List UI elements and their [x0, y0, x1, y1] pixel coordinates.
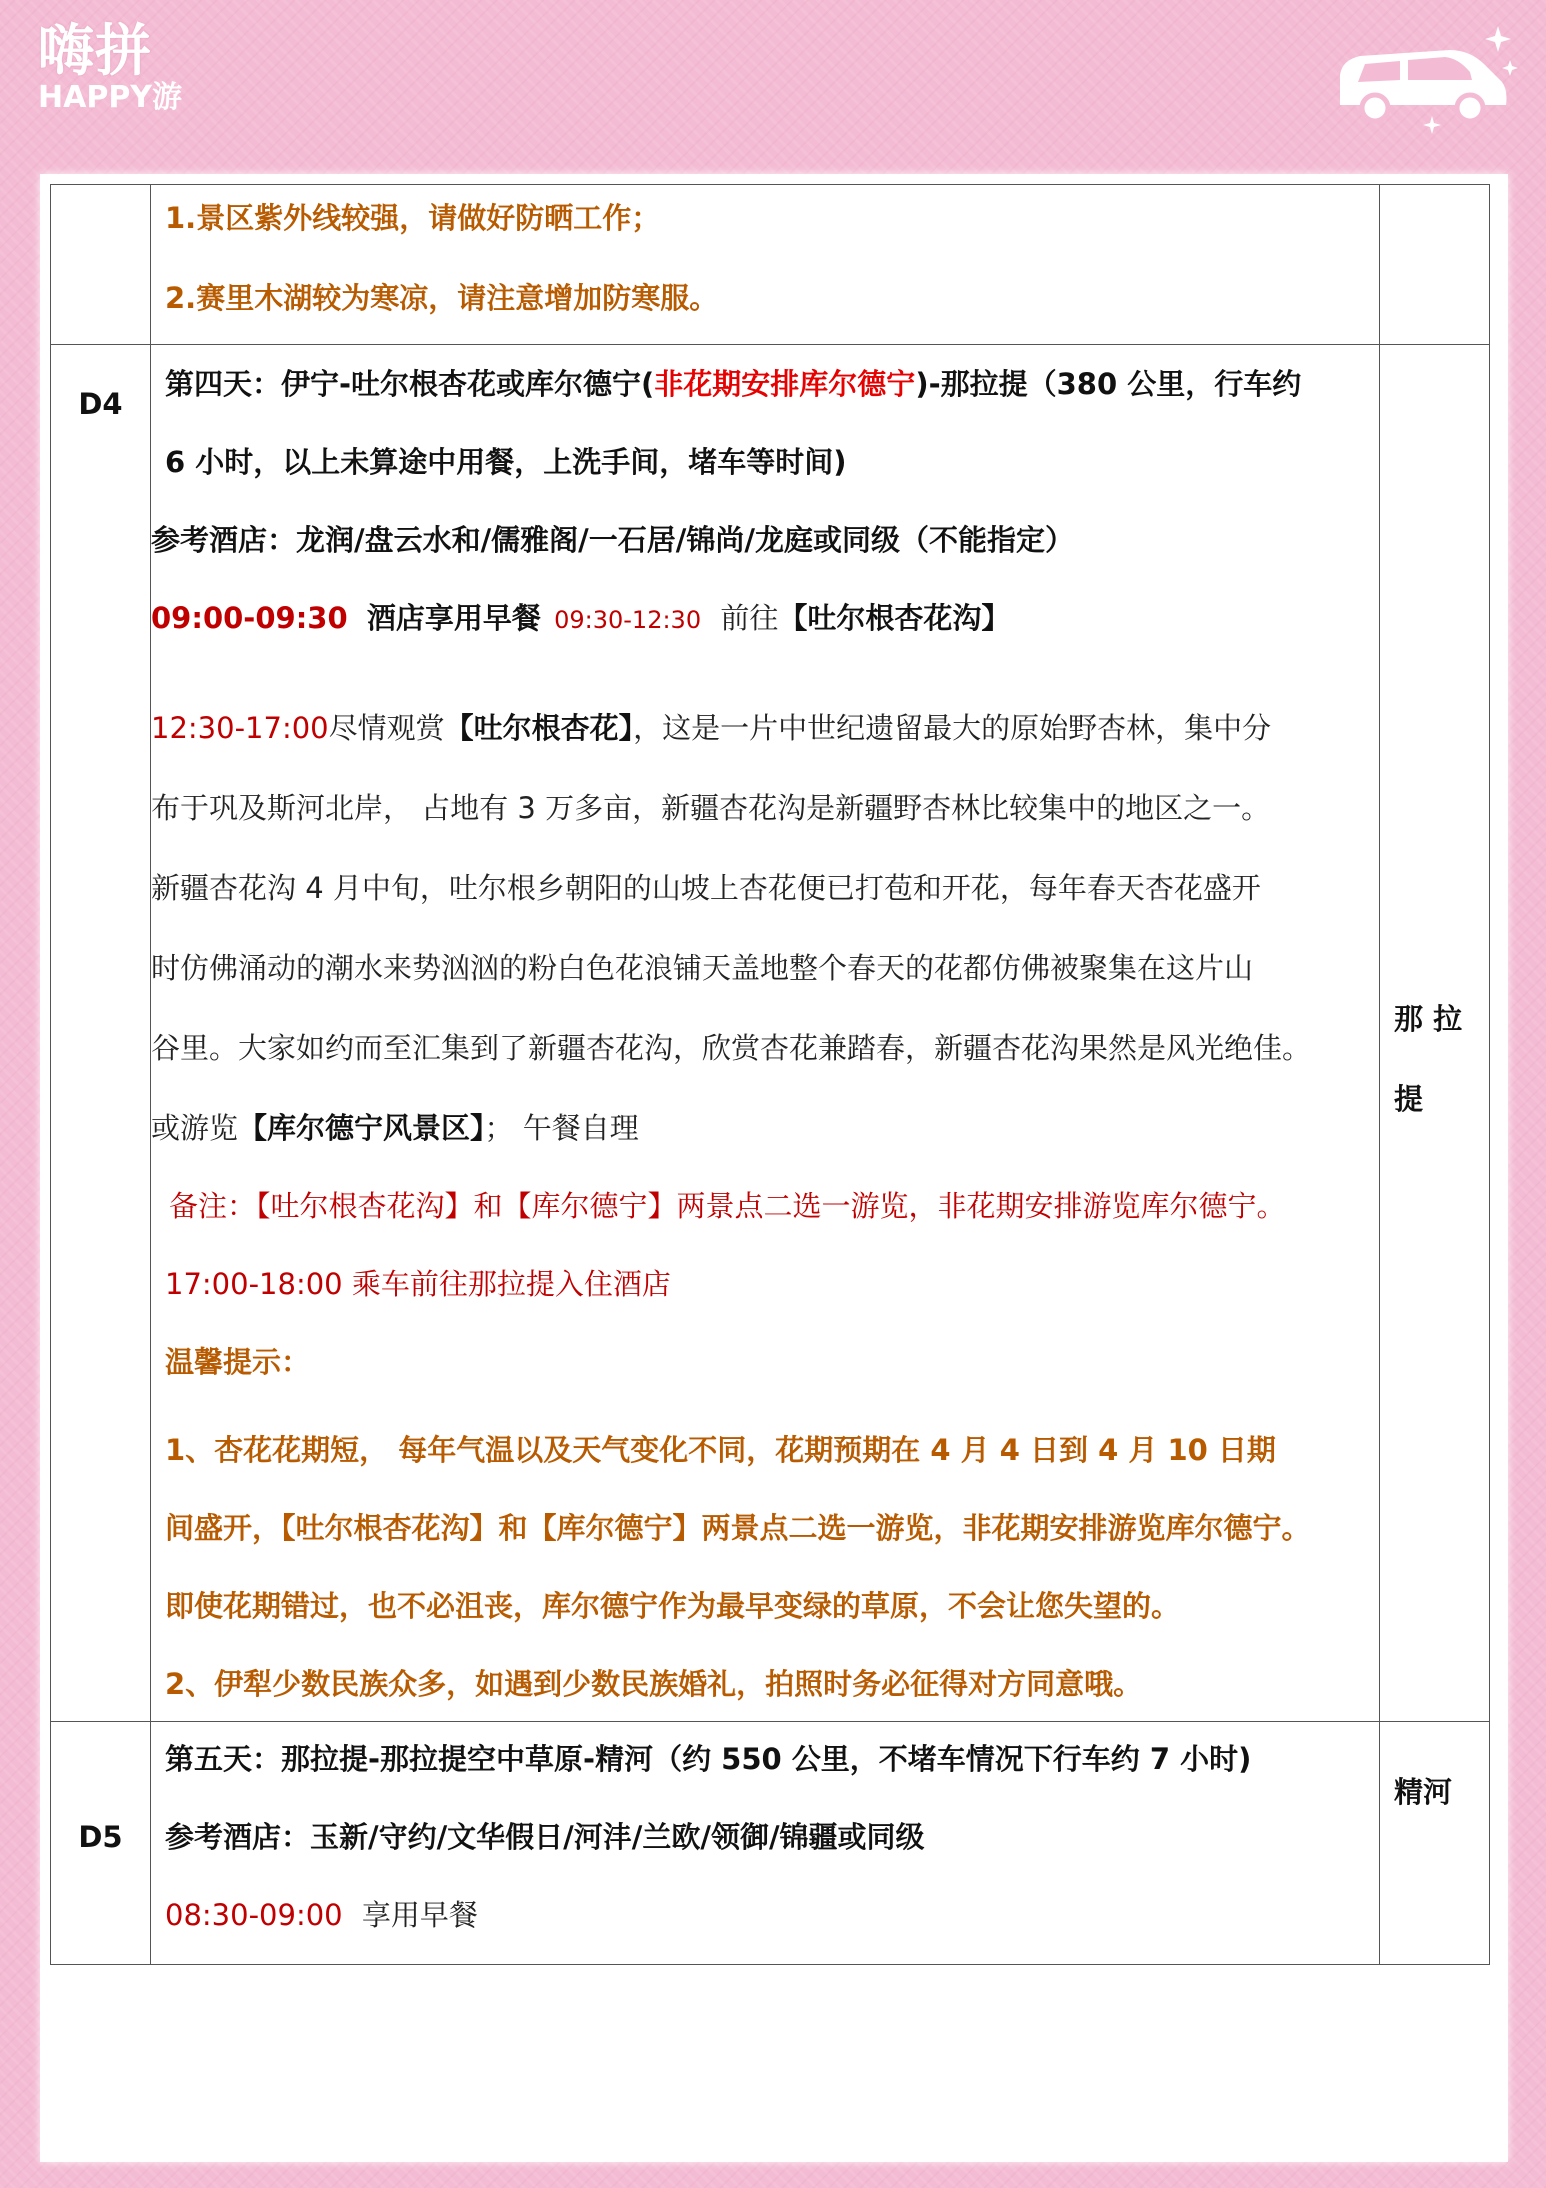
note-line: 备注：【吐尔根杏花沟】和【库尔德宁】两景点二选一游览，非花期安排游览库尔德宁。	[169, 1189, 1286, 1223]
day-title-line2: 6 小时，以上未算途中用餐，上洗手间，堵车等时间)	[165, 445, 847, 479]
schedule-line	[151, 703, 1379, 753]
time-label: 12:30-17:00	[151, 711, 329, 745]
time-label: 09:00-09:30	[151, 601, 348, 635]
description-line: 时仿佛涌动的潮水来势汹汹的粉白色花浪铺天盖地整个春天的花都仿佛被聚集在这片山	[151, 951, 1254, 985]
hotel-cell	[1380, 345, 1490, 1722]
schedule-line	[165, 1890, 1379, 1940]
tip-line: 1、杏花花期短， 每年气温以及天气变化不同，花期预期在 4 月 4 日到 4 月 10 日期	[165, 1433, 1276, 1467]
reference-hotel: 参考酒店：龙润/盘云水和/儒雅阁/一石居/锦尚/龙庭或同级（不能指定）	[151, 523, 1074, 557]
logo-wordmark: 嗨拼	[38, 19, 152, 84]
table-row	[51, 185, 1490, 345]
van-icon	[1320, 20, 1520, 140]
table-row	[51, 1722, 1490, 1965]
time-label: 09:30-12:30	[554, 606, 702, 634]
schedule-cell	[151, 1722, 1380, 1965]
table-row	[51, 345, 1490, 1722]
time-label: 08:30-09:00	[165, 1898, 343, 1932]
description-line: 新疆杏花沟 4 月中旬，吐尔根乡朝阳的山坡上杏花便已打苞和开花，每年春天杏花盛开	[151, 871, 1261, 905]
day-label: D4	[78, 387, 123, 421]
place-name: 【库尔德宁风景区】	[238, 1111, 485, 1145]
description-line: 布于巩及斯河北岸， 占地有 3 万多亩，新疆杏花沟是新疆野杏林比较集中的地区之一。	[151, 791, 1271, 825]
activity-text: 前往	[720, 601, 779, 635]
description-line: 谷里。大家如约而至汇集到了新疆杏花沟，欣赏杏花兼踏春，新疆杏花沟果然是风光绝佳。	[151, 1031, 1312, 1065]
hotel-cell	[1380, 185, 1490, 345]
overnight-city: 精河	[1394, 1775, 1453, 1809]
logo-subtitle: HAPPY游	[38, 80, 183, 115]
day-label: D5	[78, 1820, 123, 1854]
day-title-part: 第四天：伊宁-吐尔根杏花或库尔德宁(	[165, 367, 655, 401]
day-title: 第五天：那拉提-那拉提空中草原-精河（约 550 公里，不堵车情况下行车约 7 小时)	[165, 1742, 1252, 1776]
brand-logo	[38, 20, 182, 114]
day-title-part: )-那拉提（380 公里，行车约	[915, 367, 1302, 401]
day-title-highlight: 非花期安排库尔德宁	[654, 367, 916, 401]
reference-hotel: 参考酒店：玉新/守约/文华假日/河沣/兰欧/领御/锦疆或同级	[165, 1820, 925, 1854]
hotel-cell	[1380, 1722, 1490, 1965]
day-cell	[51, 185, 151, 345]
activity-text: 享用早餐	[361, 1898, 478, 1932]
place-name: 【吐尔根杏花沟】	[778, 601, 1011, 635]
tips-title: 温馨提示：	[165, 1345, 311, 1379]
tip-line: 即使花期错过，也不必沮丧，库尔德宁作为最早变绿的草原，不会让您失望的。	[165, 1589, 1181, 1623]
tip-line: 间盛开，【吐尔根杏花沟】和【库尔德宁】两景点二选一游览，非花期安排游览库尔德宁。	[165, 1511, 1311, 1545]
tip-line: 1.景区紫外线较强，请做好防晒工作；	[165, 201, 661, 235]
description-text: ，这是一片中世纪遗留最大的原始野杏林，集中分	[633, 711, 1272, 745]
itinerary-table	[50, 184, 1490, 1965]
schedule-cell	[151, 345, 1380, 1722]
transfer-line: 17:00-18:00 乘车前往那拉提入住酒店	[165, 1267, 671, 1301]
tip-line: 2.赛里木湖较为寒凉，请注意增加防寒服。	[165, 281, 719, 315]
activity-text: 酒店享用早餐	[366, 601, 541, 635]
alternative-line	[151, 1103, 1379, 1153]
activity-text: ； 午餐自理	[484, 1111, 639, 1145]
schedule-line	[151, 593, 1379, 645]
day-cell	[51, 1722, 151, 1965]
tip-line: 2、伊犁少数民族众多，如遇到少数民族婚礼，拍照时务必征得对方同意哦。	[165, 1667, 1143, 1701]
itinerary-page	[40, 174, 1508, 2162]
activity-text: 或游览	[151, 1111, 239, 1145]
day-cell	[51, 345, 151, 1722]
place-name: 【吐尔根杏花】	[444, 711, 634, 745]
tips-cell	[151, 185, 1380, 345]
overnight-city: 那 拉 提	[1394, 1002, 1463, 1116]
activity-text: 尽情观赏	[328, 711, 445, 745]
day-title	[151, 359, 1379, 409]
